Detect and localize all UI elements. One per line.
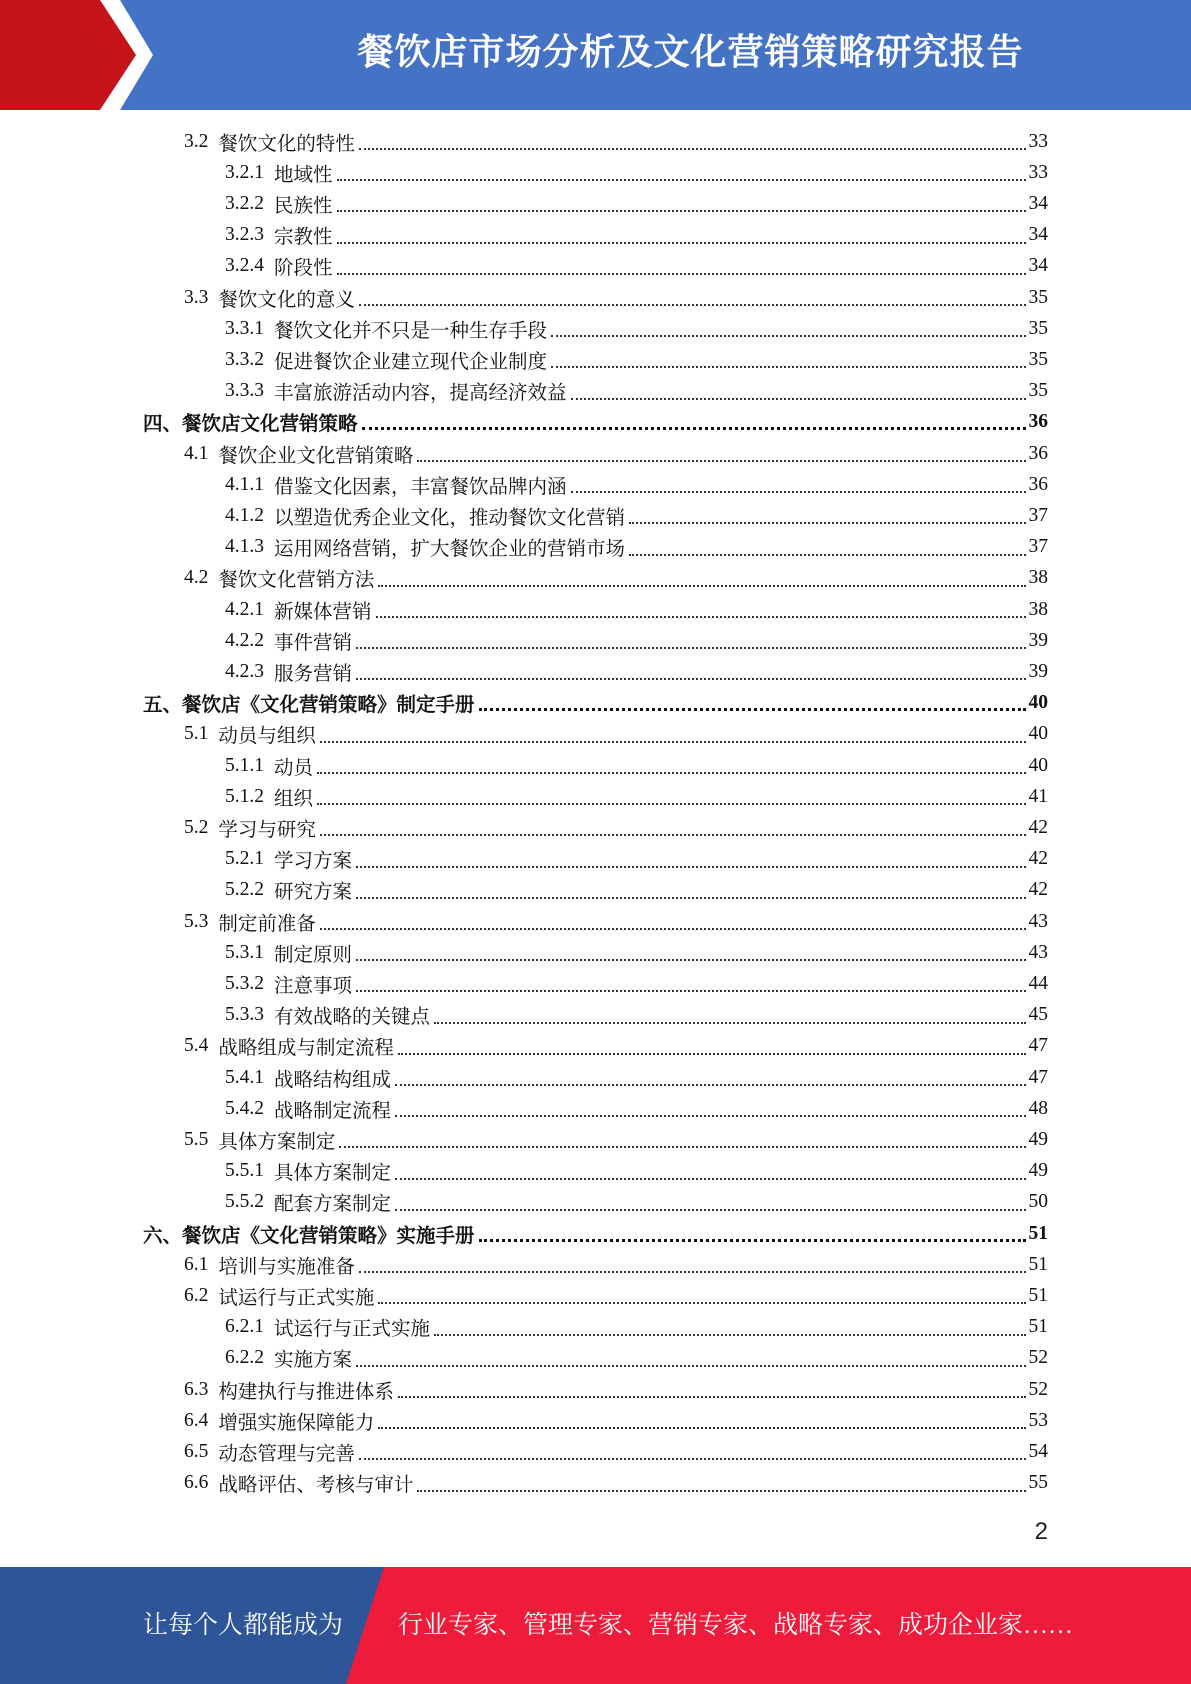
toc-entry-title: 制定原则 <box>274 944 353 966</box>
toc-entry-page: 38 <box>1028 567 1048 589</box>
page-number: 2 <box>1034 1518 1048 1545</box>
toc-entry-number: 3.2.4 <box>225 255 264 277</box>
toc-entry[interactable] <box>225 1312 1048 1343</box>
toc-dot-leader <box>356 989 1025 992</box>
toc-dot-leader <box>479 707 1026 711</box>
toc-entry-title: 学习与研究 <box>218 819 316 841</box>
toc-entry-number: 4.1.1 <box>225 473 264 495</box>
toc-entry-title: 构建执行与推进体系 <box>218 1381 394 1403</box>
toc-entry-page: 51 <box>1028 1253 1048 1275</box>
toc-entry[interactable] <box>184 1436 1048 1467</box>
toc-entry-title: 餐饮文化并不只是一种生存手段 <box>274 320 548 342</box>
toc-dot-leader <box>551 334 1025 337</box>
toc-entry-title: 培训与实施准备 <box>218 1256 355 1278</box>
toc-entry-number: 5.1.1 <box>225 754 264 776</box>
toc-entry[interactable] <box>225 1187 1048 1218</box>
toc-dot-leader <box>417 459 1025 462</box>
toc-dot-leader <box>356 677 1025 680</box>
toc-entry-page: 33 <box>1028 130 1048 152</box>
toc-entry[interactable] <box>184 1374 1048 1405</box>
toc-entry-page: 55 <box>1028 1472 1048 1494</box>
toc-entry-number: 4.2.3 <box>225 660 264 682</box>
toc-dot-leader <box>356 1364 1025 1367</box>
toc-entry-page: 51 <box>1028 1284 1048 1306</box>
toc-entry-title: 五、餐饮店《文化营销策略》制定手册 <box>143 695 475 717</box>
toc-dot-leader <box>362 426 1026 430</box>
toc-entry-number: 4.2.1 <box>225 598 264 620</box>
toc-entry[interactable] <box>184 719 1048 750</box>
toc-dot-leader <box>395 1083 1025 1086</box>
toc-dot-leader <box>317 771 1025 774</box>
toc-dot-leader <box>479 1238 1026 1242</box>
toc-entry-page: 37 <box>1028 536 1048 558</box>
toc-entry-page: 47 <box>1028 1066 1048 1088</box>
toc-entry-title: 试运行与正式实施 <box>218 1287 375 1309</box>
toc-entry-title: 地域性 <box>274 164 333 186</box>
toc-entry-number: 5.5.2 <box>225 1191 264 1213</box>
toc-entry-title: 动员与组织 <box>218 726 316 748</box>
toc-entry-page: 49 <box>1028 1128 1048 1150</box>
toc-entry[interactable] <box>225 313 1048 344</box>
toc-dot-leader <box>378 1426 1025 1429</box>
toc-dot-leader <box>356 865 1025 868</box>
toc-entry-title: 注意事项 <box>274 975 353 997</box>
toc-entry-title: 配套方案制定 <box>274 1194 392 1216</box>
toc-entry[interactable] <box>184 438 1048 469</box>
toc-entry-number: 4.1 <box>184 442 209 464</box>
toc-entry[interactable] <box>225 500 1048 531</box>
toc-dot-leader <box>337 241 1026 244</box>
toc-entry[interactable] <box>225 844 1048 875</box>
toc-entry-title: 战略组成与制定流程 <box>218 1038 394 1060</box>
toc-dot-leader <box>551 365 1025 368</box>
toc-entry-number: 3.2.3 <box>225 224 264 246</box>
footer-slogan-right: 行业专家、管理专家、营销专家、战略专家、成功企业家…… <box>398 1612 1074 1639</box>
toc-entry-page: 43 <box>1028 910 1048 932</box>
toc-dot-leader <box>339 1145 1025 1148</box>
toc-entry-number: 4.2.2 <box>225 629 264 651</box>
toc-entry-page: 33 <box>1028 161 1048 183</box>
toc-entry-title: 研究方案 <box>274 882 353 904</box>
toc-entry[interactable] <box>225 1093 1048 1124</box>
toc-entry[interactable] <box>225 750 1048 781</box>
toc-entry-page: 42 <box>1028 848 1048 870</box>
toc-entry-title: 餐饮文化的意义 <box>218 289 355 311</box>
toc-entry[interactable] <box>184 563 1048 594</box>
toc-entry-number: 3.2.1 <box>225 161 264 183</box>
toc-entry[interactable] <box>184 812 1048 843</box>
toc-dot-leader <box>317 802 1025 805</box>
toc-dot-leader <box>359 303 1026 306</box>
toc-entry-page: 47 <box>1028 1035 1048 1057</box>
toc-entry-title: 有效战略的关键点 <box>274 1007 431 1029</box>
toc-dot-leader <box>337 209 1026 212</box>
toc-entry-title: 学习方案 <box>274 851 353 873</box>
toc-entry-page: 51 <box>1028 1316 1048 1338</box>
toc-dot-leader <box>398 1052 1026 1055</box>
toc-entry-number: 4.1.2 <box>225 504 264 526</box>
toc-entry[interactable] <box>225 1343 1048 1374</box>
toc-entry[interactable] <box>225 1062 1048 1093</box>
toc-entry-page: 40 <box>1028 754 1048 776</box>
toc-entry-number: 3.3.2 <box>225 348 264 370</box>
toc-entry-title: 借鉴文化因素，丰富餐饮品牌内涵 <box>274 476 567 498</box>
toc-entry-title: 餐饮企业文化营销策略 <box>218 445 414 467</box>
toc-entry[interactable] <box>225 344 1048 375</box>
toc-dot-leader <box>356 958 1025 961</box>
toc-entry-page: 42 <box>1028 816 1048 838</box>
toc-entry-page: 43 <box>1028 941 1048 963</box>
toc-entry-page: 51 <box>1028 1222 1048 1244</box>
toc-dot-leader <box>395 1114 1025 1117</box>
toc-entry-page: 37 <box>1028 504 1048 526</box>
toc-entry-title: 运用网络营销，扩大餐饮企业的营销市场 <box>274 539 626 561</box>
toc-entry-title: 战略制定流程 <box>274 1100 392 1122</box>
toc-entry-page: 34 <box>1028 192 1048 214</box>
toc-entry-title: 以塑造优秀企业文化，推动餐饮文化营销 <box>274 507 626 529</box>
toc-entry-title: 六、餐饮店《文化营销策略》实施手册 <box>143 1225 475 1247</box>
toc-entry-page: 36 <box>1028 442 1048 464</box>
toc-entry-number: 5.4.2 <box>225 1097 264 1119</box>
toc-entry-number: 3.3.3 <box>225 380 264 402</box>
toc-entry-number: 5.4 <box>184 1035 209 1057</box>
toc-entry-page: 53 <box>1028 1409 1048 1431</box>
toc-dot-leader <box>320 833 1026 836</box>
toc-entry-title: 民族性 <box>274 195 333 217</box>
toc-entry-number: 5.2 <box>184 816 209 838</box>
toc-entry-title: 战略结构组成 <box>274 1069 392 1091</box>
toc-entry[interactable] <box>225 376 1048 407</box>
toc-entry-number: 5.3.2 <box>225 972 264 994</box>
toc-entry-page: 49 <box>1028 1160 1048 1182</box>
toc-dot-leader <box>337 272 1026 275</box>
toc-dot-leader <box>337 178 1026 181</box>
toc-entry-number: 5.3 <box>184 910 209 932</box>
toc-entry-page: 36 <box>1028 411 1048 433</box>
toc-entry[interactable] <box>184 1031 1048 1062</box>
toc-entry-page: 54 <box>1028 1440 1048 1462</box>
toc-dot-leader <box>434 1021 1025 1024</box>
toc-dot-leader <box>395 1177 1025 1180</box>
toc-entry-page: 42 <box>1028 879 1048 901</box>
toc-entry-number: 3.3 <box>184 286 209 308</box>
toc-entry[interactable] <box>225 625 1048 656</box>
toc-entry-title: 实施方案 <box>274 1350 353 1372</box>
toc-dot-leader <box>571 490 1026 493</box>
toc-entry-page: 39 <box>1028 660 1048 682</box>
toc-entry[interactable] <box>225 1156 1048 1187</box>
toc-dot-leader <box>320 740 1026 743</box>
toc-entry[interactable] <box>225 781 1048 812</box>
toc-dot-leader <box>378 1301 1025 1304</box>
toc-entry-title: 餐饮文化营销方法 <box>218 570 375 592</box>
toc-entry-page: 34 <box>1028 255 1048 277</box>
toc-entry-page: 48 <box>1028 1097 1048 1119</box>
toc-entry[interactable] <box>225 937 1048 968</box>
toc-entry-number: 4.1.3 <box>225 536 264 558</box>
toc-entry[interactable] <box>143 407 1048 438</box>
toc-entry-page: 52 <box>1028 1378 1048 1400</box>
toc-entry[interactable] <box>225 157 1048 188</box>
toc-entry[interactable] <box>225 532 1048 563</box>
toc-dot-leader <box>395 1208 1025 1211</box>
toc-entry-number: 6.2.2 <box>225 1347 264 1369</box>
toc-dot-leader <box>629 553 1025 556</box>
toc-dot-leader <box>356 646 1025 649</box>
toc-dot-leader <box>417 1489 1025 1492</box>
toc-entry-number: 6.5 <box>184 1440 209 1462</box>
toc-entry-number: 3.2 <box>184 130 209 152</box>
toc-entry-number: 5.2.1 <box>225 848 264 870</box>
footer-slogan-left: 让每个人都能成为 <box>143 1612 344 1639</box>
toc-dot-leader <box>356 896 1025 899</box>
toc-entry-title: 餐饮文化的特性 <box>218 133 355 155</box>
toc-entry[interactable] <box>225 251 1048 282</box>
toc-dot-leader <box>434 1333 1025 1336</box>
toc-entry-title: 战略评估、考核与审计 <box>218 1475 414 1497</box>
document-title: 餐饮店市场分析及文化营销策略研究报告 <box>357 32 1024 73</box>
toc-entry-number: 5.2.2 <box>225 879 264 901</box>
toc-entry-page: 41 <box>1028 785 1048 807</box>
toc-dot-leader <box>629 521 1025 524</box>
toc-entry[interactable] <box>225 656 1048 687</box>
toc-entry-title: 增强实施保障能力 <box>218 1412 375 1434</box>
toc-entry[interactable] <box>184 1405 1048 1436</box>
toc-entry-number: 3.2.2 <box>225 192 264 214</box>
toc-entry[interactable] <box>225 1000 1048 1031</box>
toc-entry-title: 新媒体营销 <box>274 601 372 623</box>
toc-entry-title: 试运行与正式实施 <box>274 1319 431 1341</box>
toc-entry[interactable] <box>184 1124 1048 1155</box>
toc-entry-page: 40 <box>1028 723 1048 745</box>
toc-entry[interactable] <box>184 1280 1048 1311</box>
toc-entry-number: 6.2 <box>184 1284 209 1306</box>
toc-entry-number: 5.1.2 <box>225 785 264 807</box>
page-header <box>0 0 1191 110</box>
toc-entry-page: 44 <box>1028 972 1048 994</box>
toc-entry-title: 具体方案制定 <box>274 1163 392 1185</box>
toc-entry[interactable] <box>184 282 1048 313</box>
toc-entry-number: 5.4.1 <box>225 1066 264 1088</box>
toc-dot-leader <box>320 927 1026 930</box>
toc-entry-page: 52 <box>1028 1347 1048 1369</box>
toc-entry[interactable] <box>184 906 1048 937</box>
toc-entry-title: 阶段性 <box>274 258 333 280</box>
toc-entry-page: 40 <box>1028 692 1048 714</box>
toc-entry-page: 38 <box>1028 598 1048 620</box>
toc-entry-page: 50 <box>1028 1191 1048 1213</box>
toc-entry-number: 6.2.1 <box>225 1316 264 1338</box>
toc-entry-title: 动态管理与完善 <box>218 1443 355 1465</box>
toc-entry-title: 事件营销 <box>274 632 353 654</box>
toc-entry-page: 35 <box>1028 317 1048 339</box>
toc-entry-number: 5.5 <box>184 1128 209 1150</box>
toc-entry-number: 5.5.1 <box>225 1160 264 1182</box>
toc-entry-title: 宗教性 <box>274 227 333 249</box>
toc-entry-number: 6.4 <box>184 1409 209 1431</box>
toc-entry-number: 5.3.3 <box>225 1004 264 1026</box>
toc-entry-number: 5.3.1 <box>225 941 264 963</box>
toc-entry[interactable] <box>225 220 1048 251</box>
toc-entry[interactable] <box>184 1249 1048 1280</box>
toc-entry-title: 制定前准备 <box>218 913 316 935</box>
toc-entry-page: 35 <box>1028 286 1048 308</box>
toc-entry[interactable] <box>184 126 1048 157</box>
toc-entry-title: 具体方案制定 <box>218 1131 336 1153</box>
toc-entry-title: 服务营销 <box>274 663 353 685</box>
toc-entry-page: 35 <box>1028 348 1048 370</box>
toc-entry[interactable] <box>225 594 1048 625</box>
toc-entry-page: 36 <box>1028 473 1048 495</box>
toc-entry-title: 促进餐饮企业建立现代企业制度 <box>274 351 548 373</box>
toc-dot-leader <box>359 1457 1026 1460</box>
toc-dot-leader <box>571 397 1026 400</box>
toc-entry-number: 3.3.1 <box>225 317 264 339</box>
toc-entry-title: 丰富旅游活动内容，提高经济效益 <box>274 383 567 405</box>
toc-entry-number: 6.6 <box>184 1472 209 1494</box>
toc-entry-number: 4.2 <box>184 567 209 589</box>
page-footer <box>0 1567 1191 1684</box>
toc-entry-page: 35 <box>1028 380 1048 402</box>
toc-entry[interactable] <box>184 1468 1048 1499</box>
toc-entry[interactable] <box>143 1218 1048 1249</box>
toc-entry[interactable] <box>225 968 1048 999</box>
toc-entry[interactable] <box>225 875 1048 906</box>
toc-entry-title: 四、餐饮店文化营销策略 <box>143 414 358 436</box>
toc-dot-leader <box>359 1270 1026 1273</box>
toc-entry[interactable] <box>225 188 1048 219</box>
toc-entry[interactable] <box>225 469 1048 500</box>
toc-dot-leader <box>378 584 1025 587</box>
toc-entry[interactable] <box>143 688 1048 719</box>
toc-entry-page: 45 <box>1028 1004 1048 1026</box>
toc-dot-leader <box>398 1395 1026 1398</box>
toc-entry-title: 组织 <box>274 788 314 810</box>
toc-entry-number: 6.3 <box>184 1378 209 1400</box>
toc-entry-page: 34 <box>1028 224 1048 246</box>
toc-entry-page: 39 <box>1028 629 1048 651</box>
toc-entry-title: 动员 <box>274 757 314 779</box>
toc-entry-number: 6.1 <box>184 1253 209 1275</box>
toc-dot-leader <box>359 147 1026 150</box>
toc-dot-leader <box>376 615 1026 618</box>
toc-entry-number: 5.1 <box>184 723 209 745</box>
